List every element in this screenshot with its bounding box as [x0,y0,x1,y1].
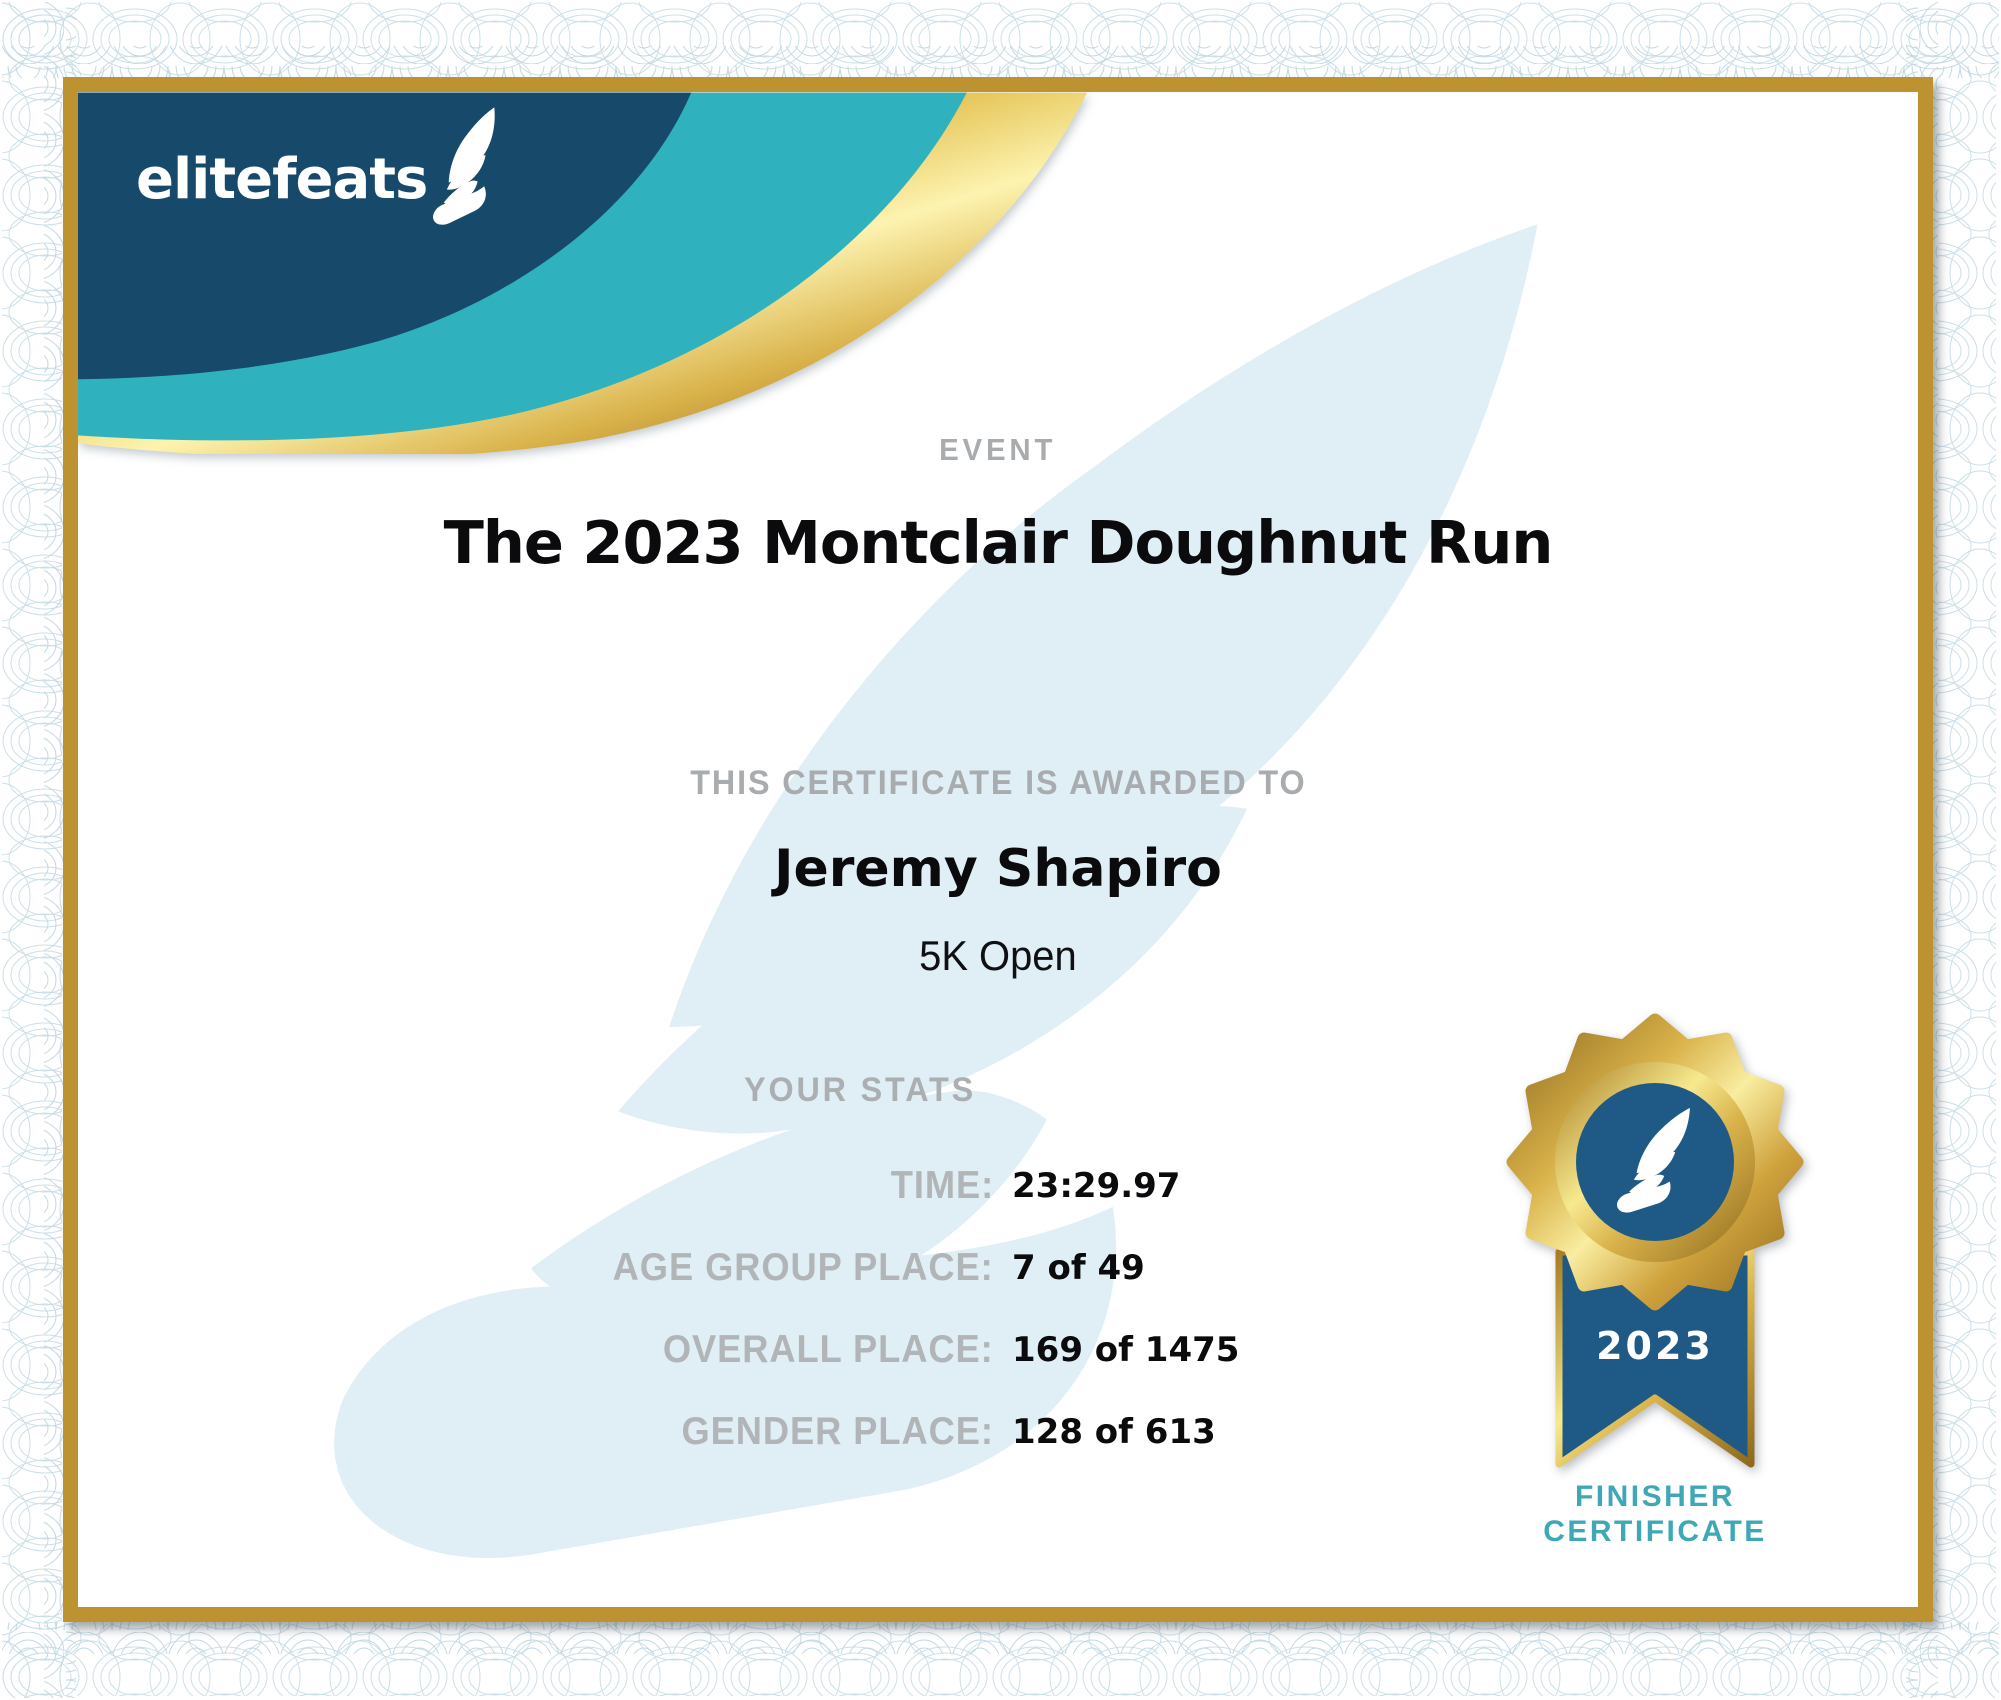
stat-label-age-group-place-text: AGE GROUP PLACE: [613,1246,994,1289]
division-text: 5K Open [919,932,1077,979]
winged-foot-icon [410,104,521,231]
ribbon-year: 2023 [1596,1324,1714,1368]
awarded-label [78,766,1918,800]
awarded-label-text: THIS CERTIFICATE IS AWARDED TO [689,764,1307,802]
stat-label-age-group-place [78,1246,994,1290]
stat-label-time [78,1164,994,1208]
certificate-body [78,92,1918,1607]
stats-list [78,1145,1578,1473]
division [78,932,1918,980]
stat-label-gender-place-text: GENDER PLACE: [681,1410,994,1453]
stats-heading [78,1072,1642,1108]
stat-value-age-group-place: 7 of 49 [1012,1248,1145,1288]
gold-frame [63,77,1933,1622]
stat-value-gender-place: 128 of 613 [1012,1412,1216,1452]
event-name: The 2023 Montclair Doughnut Run [443,508,1553,577]
event-label-text: EVENT [939,432,1057,467]
event-label [78,432,1918,468]
finisher-medal-badge [1495,1002,1815,1562]
stat-value-time: 23:29.97 [1012,1166,1181,1206]
stat-label-time-text: TIME: [890,1164,994,1207]
brand-logo-text: elitefeats [136,147,428,212]
stat-label-overall-place-text: OVERALL PLACE: [663,1328,994,1371]
finisher-caption-line1: FINISHER [1574,1480,1735,1513]
stat-value-overall-place: 169 of 1475 [1012,1330,1240,1370]
stat-label-gender-place [78,1410,994,1454]
finisher-caption [1500,1479,1810,1549]
stats-heading-text: YOUR STATS [744,1071,976,1109]
stat-label-overall-place [78,1328,994,1372]
finisher-caption-line2: CERTIFICATE [1543,1515,1767,1548]
recipient-name: Jeremy Shapiro [774,839,1222,899]
